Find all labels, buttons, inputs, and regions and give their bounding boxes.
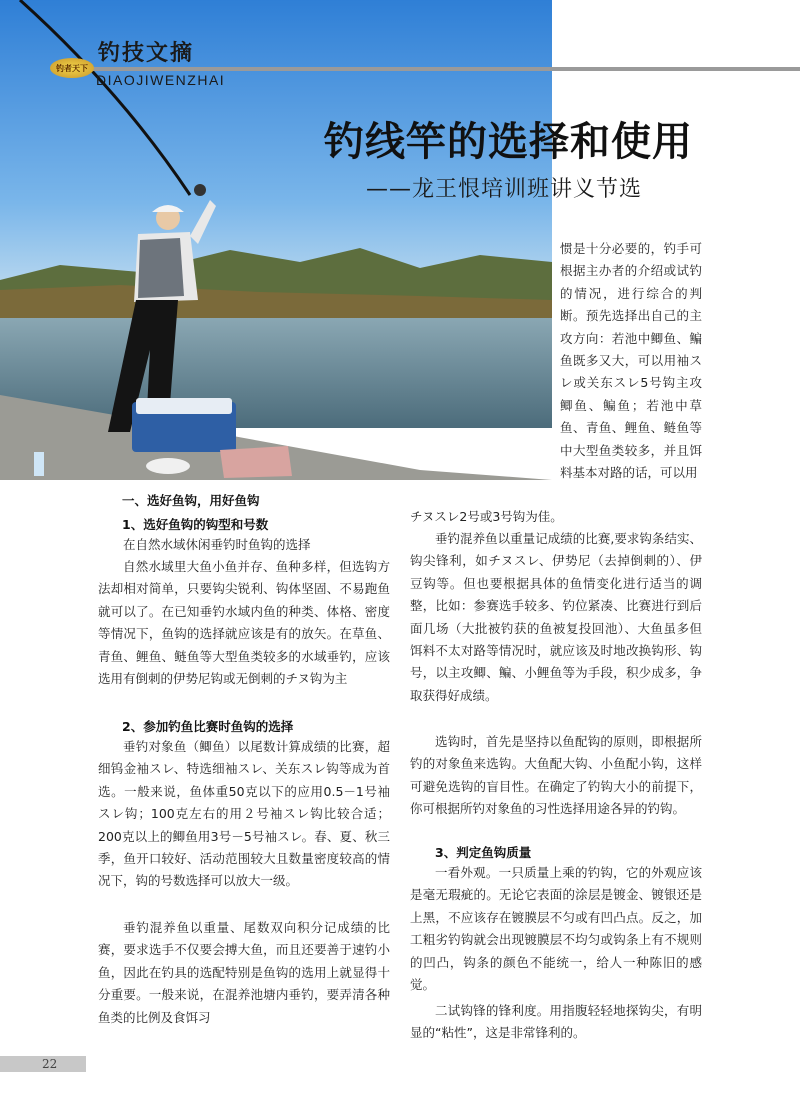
sub-heading-2: 2、参加钓鱼比赛时鱼钩的选择 xyxy=(122,719,294,734)
right-paragraph-3: 选钩时，首先是坚持以鱼配钩的原则，即根据所钓的对象鱼来选钩。大鱼配大钩、小鱼配小钩，这样可避免选钩的盲目性。在确定了钓钩大小的前提下，你可根据所钓对象鱼的习性选择用途各异的钓钩。 xyxy=(410,734,702,817)
sub-heading-1: 1、选好鱼钩的钩型和号数 xyxy=(122,517,269,532)
right-paragraph-2: 垂钓混养鱼以重量记成绩的比赛,要求钩条结实、钩尖锋利，如チヌスレ、伊势尼（去掉倒刺的）、伊豆钩等。但也要根据具体的鱼情变化进行适当的调整，比如：参赛选手较多、钓位紧凑、比赛进行到后面几场（大批被钓获的鱼被复投回池）、大鱼虽多但饵料不太对路等情况时，就应该及时地改换钩形、钩号，以主攻鲫、鳊、小鲤鱼等为手段，积少成多，争取获得好成绩。 xyxy=(410,531,702,703)
sub1-paragraph: 自然水域里大鱼小鱼并存、鱼种多样，但选钩方法却相对简单，只要钩尖锐利、钩体坚固、不易跑鱼就可以了。在已知垂钓水域内鱼的种类、体格、密度等情况下，鱼钩的选择就应该是有的放矢。在草鱼、青鱼、鲤鱼、鲢鱼等大型鱼类较多的水域垂钓，应该选用有倒刺的伊势尼钩或无倒刺的チヌ钩为主 xyxy=(98,559,390,687)
right-paragraph-5: 二试钩锋的锋利度。用指腹轻轻地探钩尖，有明显的“粘性”，这是非常锋利的。 xyxy=(410,1003,702,1041)
header-divider xyxy=(75,67,800,71)
sub-heading-3: 3、判定鱼钩质量 xyxy=(435,845,532,860)
right-paragraph-4: 一看外观。一只质量上乘的钓钩，它的外观应该是毫无瑕疵的。无论它表面的涂层是镀金、镀银还是上黑，不应该存在镀膜层不匀或有凹凸点。反之，加工粗劣钓钩就会出现镀膜层不均匀或钩条上有不规则的凹凸，钩条的颜色不能统一，给人一种陈旧的感觉。 xyxy=(410,865,702,993)
column-title: 钓技文摘 xyxy=(98,40,195,66)
page-number: 22 xyxy=(42,1057,58,1071)
magazine-logo xyxy=(50,58,94,78)
right-column-top-paragraph: 惯是十分必要的，钓手可根据主办者的介绍或试钓的情况，进行综合的判断。预先选择出自己的主攻方向：若池中鲫鱼、鳊鱼既多又大，可以用袖スレ或关东スレ5号钩主攻鲫鱼、鳊鱼；若池中草鱼、青鱼、鲤鱼、鲢鱼等中大型鱼类较多，并且饵料基本对路的话，可以用 xyxy=(560,241,702,481)
sub2-paragraph-1: 垂钓对象鱼（鲫鱼）以尾数计算成绩的比赛，超细钨金袖スレ、特选细袖スレ、关东スレ钩等成为首选。一般来说，鱼体重50克以下的应用0.5－1号袖スレ钩；100克左右的用２号袖スレ钩比较合适；200克以上的鲫鱼用3号－5号袖スレ。春、夏、秋三季，鱼开口较好、活动范围较大且数量密度较高的情况下，钩的号数选择可以放大一级。 xyxy=(98,739,390,889)
sub2-paragraph-2: 垂钓混养鱼以重量、尾数双向积分记成绩的比赛，要求选手不仅要会搏大鱼，而且还要善于速钓小鱼，因此在钓具的选配特别是鱼钩的选用上就显得十分重要。一般来说，在混养池塘内垂钓，要弄清各种鱼类的比例及食饵习 xyxy=(98,920,390,1025)
right-paragraph-1: チヌスレ2号或3号钩为佳。 xyxy=(410,509,563,524)
section-heading-1: 一、选好鱼钩，用好鱼钩 xyxy=(122,493,260,508)
logo-text: 钓者天下 xyxy=(56,63,88,73)
article-title: 钓线竿的选择和使用 xyxy=(324,118,693,165)
column-subtitle: DIAOJIWENZHAI xyxy=(96,72,226,88)
article-subtitle: ——龙王恨培训班讲义节选 xyxy=(366,177,643,202)
sub1-lead: 在自然水域休闲垂钓时鱼钩的选择 xyxy=(123,537,311,552)
